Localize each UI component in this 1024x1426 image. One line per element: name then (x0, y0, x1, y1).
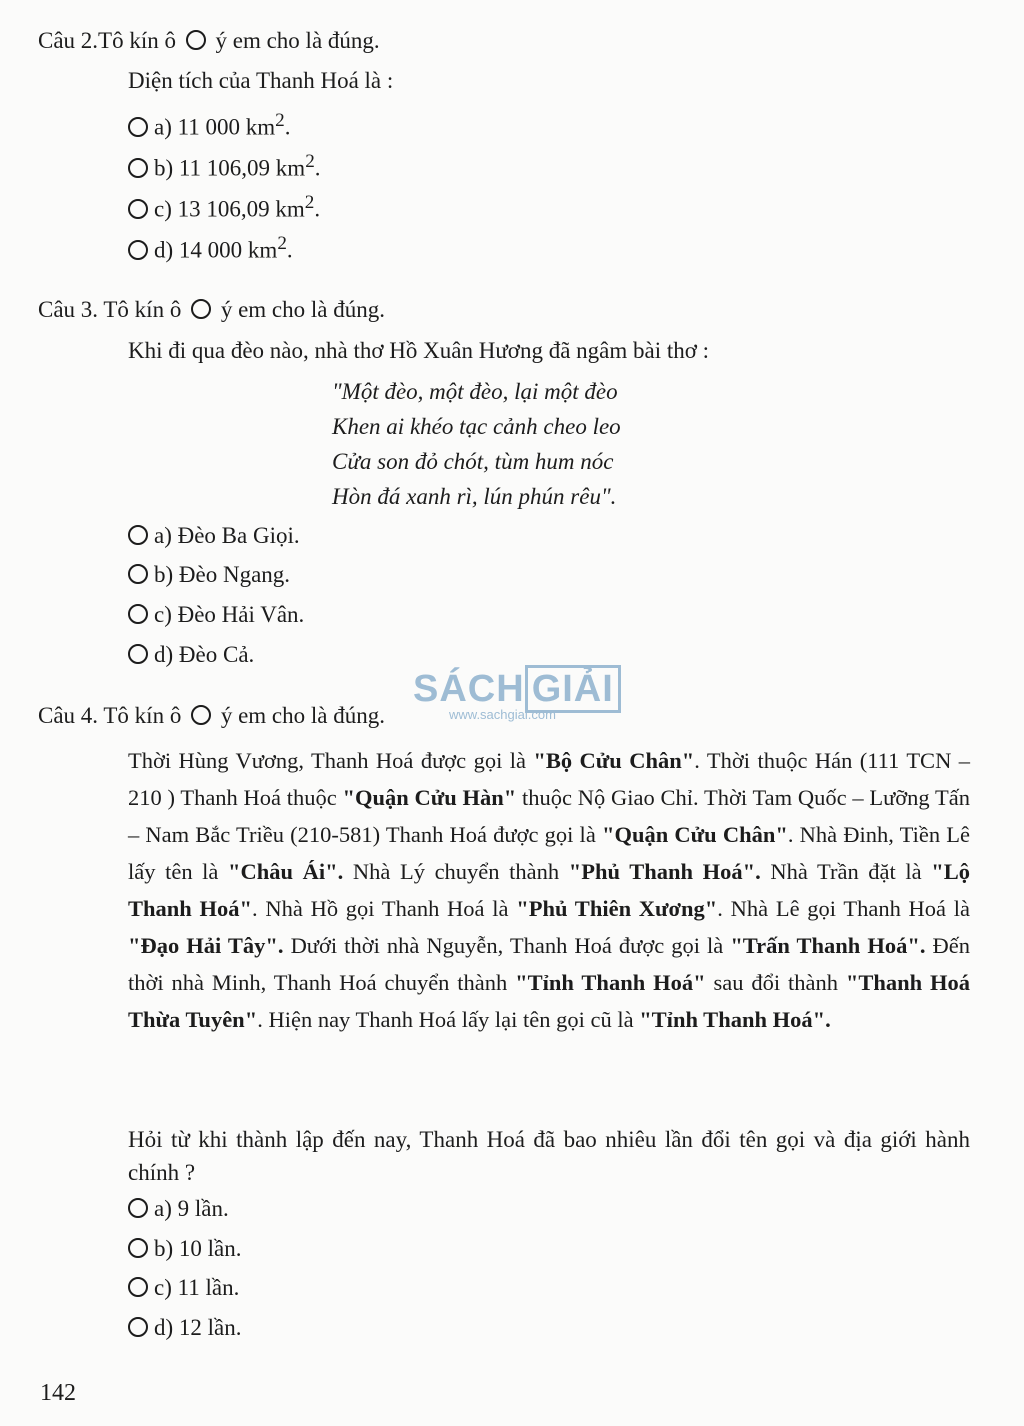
q3-title (38, 297, 385, 323)
q4-question: Hỏi từ khi thành lập đến nay, Thanh Hoá đã bao nhiêu lần đổi tên gọi và địa giới hành chính ? (128, 1127, 970, 1185)
paragraph-text: Nhà Trần đặt là (760, 859, 932, 884)
q2-option-d[interactable]: d) 14 000 $km^2$. (128, 233, 293, 264)
poem-line: Khen ai khéo tạc cảnh cheo leo (332, 414, 621, 439)
historical-name: "Quận Cửu Chân" (601, 822, 788, 847)
paragraph-text: . Nhà Hồ gọi Thanh Hoá là (252, 896, 517, 921)
page-number: 142 (40, 1380, 76, 1406)
q3-title-end: ý em cho là đúng. (220, 297, 385, 322)
answer-circle-icon[interactable] (128, 525, 148, 545)
answer-circle-icon (191, 299, 211, 319)
answer-circle-icon[interactable] (128, 1198, 148, 1218)
q2-option-b[interactable]: b) 11 106,09 $km^2$. (128, 151, 321, 182)
historical-name: "Bộ Cửu Chân" (533, 748, 695, 773)
q4-option-d[interactable]: d) 12 lần. (128, 1315, 242, 1341)
q3-poem (332, 374, 621, 514)
paragraph-text: . Thời thuộc Hán (111 TCN – 210 ) Thanh Hoá thuộc (128, 748, 970, 810)
paragraph-text: . Nhà Đinh, Tiền Lê lấy tên là (128, 822, 970, 884)
paragraph-text: Nhà Lý chuyển thành (343, 859, 569, 884)
paragraph-text: . Hiện nay Thanh Hoá lấy lại tên gọi cũ là (257, 1007, 640, 1032)
paragraph-text: Thời Hùng Vương, Thanh Hoá được gọi là (128, 748, 534, 773)
q2-title (38, 28, 380, 54)
paragraph-text: Đến thời nhà Minh, Thanh Hoá chuyển thành (128, 933, 970, 995)
answer-circle-icon[interactable] (128, 240, 148, 260)
answer-circle-icon[interactable] (128, 644, 148, 664)
q4-title-end: ý em cho là đúng. (220, 703, 385, 728)
historical-name: "Lộ Thanh Hoá" (128, 859, 970, 921)
historical-name: "Quận Cửu Hàn" (342, 785, 517, 810)
historical-name: "Châu Ái". (228, 859, 344, 884)
q3-title-text: Câu 3. Tô kín ô (38, 297, 182, 322)
q2-title-end: ý em cho là đúng. (215, 28, 380, 53)
q4-option-a[interactable]: a) 9 lần. (128, 1196, 229, 1222)
historical-name: "Tỉnh Thanh Hoá" (515, 970, 706, 995)
q3-option-b[interactable]: b) Đèo Ngang. (128, 562, 290, 588)
answer-circle-icon[interactable] (128, 604, 148, 624)
q3-option-a[interactable]: a) Đèo Ba Giọi. (128, 523, 300, 549)
historical-name: "Đạo Hải Tây". (128, 933, 284, 958)
historical-name: "Tỉnh Thanh Hoá". (639, 1007, 831, 1032)
q4-option-b[interactable]: b) 10 lần. (128, 1236, 242, 1262)
q4-option-c[interactable]: c) 11 lần. (128, 1275, 239, 1301)
answer-circle-icon[interactable] (128, 117, 148, 137)
q2-option-c[interactable]: c) 13 106,09 $km^2$. (128, 192, 320, 223)
paragraph-text: sau đổi thành (705, 970, 846, 995)
poem-line: "Một đèo, một đèo, lại một đèo (332, 379, 618, 404)
answer-circle-icon[interactable] (128, 1238, 148, 1258)
answer-circle-icon[interactable] (128, 564, 148, 584)
answer-circle-icon[interactable] (128, 1317, 148, 1337)
q4-history-paragraph (128, 742, 970, 1038)
q3-option-d[interactable]: d) Đèo Cả. (128, 642, 254, 668)
q2-prompt: Diện tích của Thanh Hoá là : (128, 68, 394, 93)
historical-name: "Trấn Thanh Hoá". (730, 933, 926, 958)
answer-circle-icon (186, 30, 206, 50)
historical-name: "Phủ Thiên Xương" (516, 896, 718, 921)
poem-line: Cửa son đỏ chót, tùm hum nóc (332, 449, 614, 474)
q4-title (38, 703, 385, 729)
q3-prompt: Khi đi qua đèo nào, nhà thơ Hồ Xuân Hương đã ngâm bài thơ : (128, 338, 710, 363)
historical-name: "Phủ Thanh Hoá". (568, 859, 761, 884)
q3-option-c[interactable]: c) Đèo Hải Vân. (128, 602, 304, 628)
answer-circle-icon[interactable] (128, 199, 148, 219)
answer-circle-icon (191, 705, 211, 725)
historical-name: "Thanh Hoá Thừa Tuyên" (128, 970, 970, 1032)
paragraph-text: . Nhà Lê gọi Thanh Hoá là (717, 896, 971, 921)
paragraph-text: Dưới thời nhà Nguyễn, Thanh Hoá được gọi là (283, 933, 731, 958)
sachgiai-watermark-logo: SÁCH GIẢI www.sachgiai.com (413, 668, 613, 748)
poem-line: Hòn đá xanh rì, lún phún rêu". (332, 484, 617, 509)
answer-circle-icon[interactable] (128, 1277, 148, 1297)
q2-option-a[interactable]: a) 11 000 $km^2$. (128, 110, 290, 141)
answer-circle-icon[interactable] (128, 158, 148, 178)
q2-title-text: Câu 2.Tô kín ô (38, 28, 176, 53)
paragraph-text: thuộc Nộ Giao Chỉ. Thời Tam Quốc – Lưỡng Tấn – Nam Bắc Triều (210-581) Thanh Hoá được gọi là (128, 785, 970, 847)
q4-title-text: Câu 4. Tô kín ô (38, 703, 182, 728)
